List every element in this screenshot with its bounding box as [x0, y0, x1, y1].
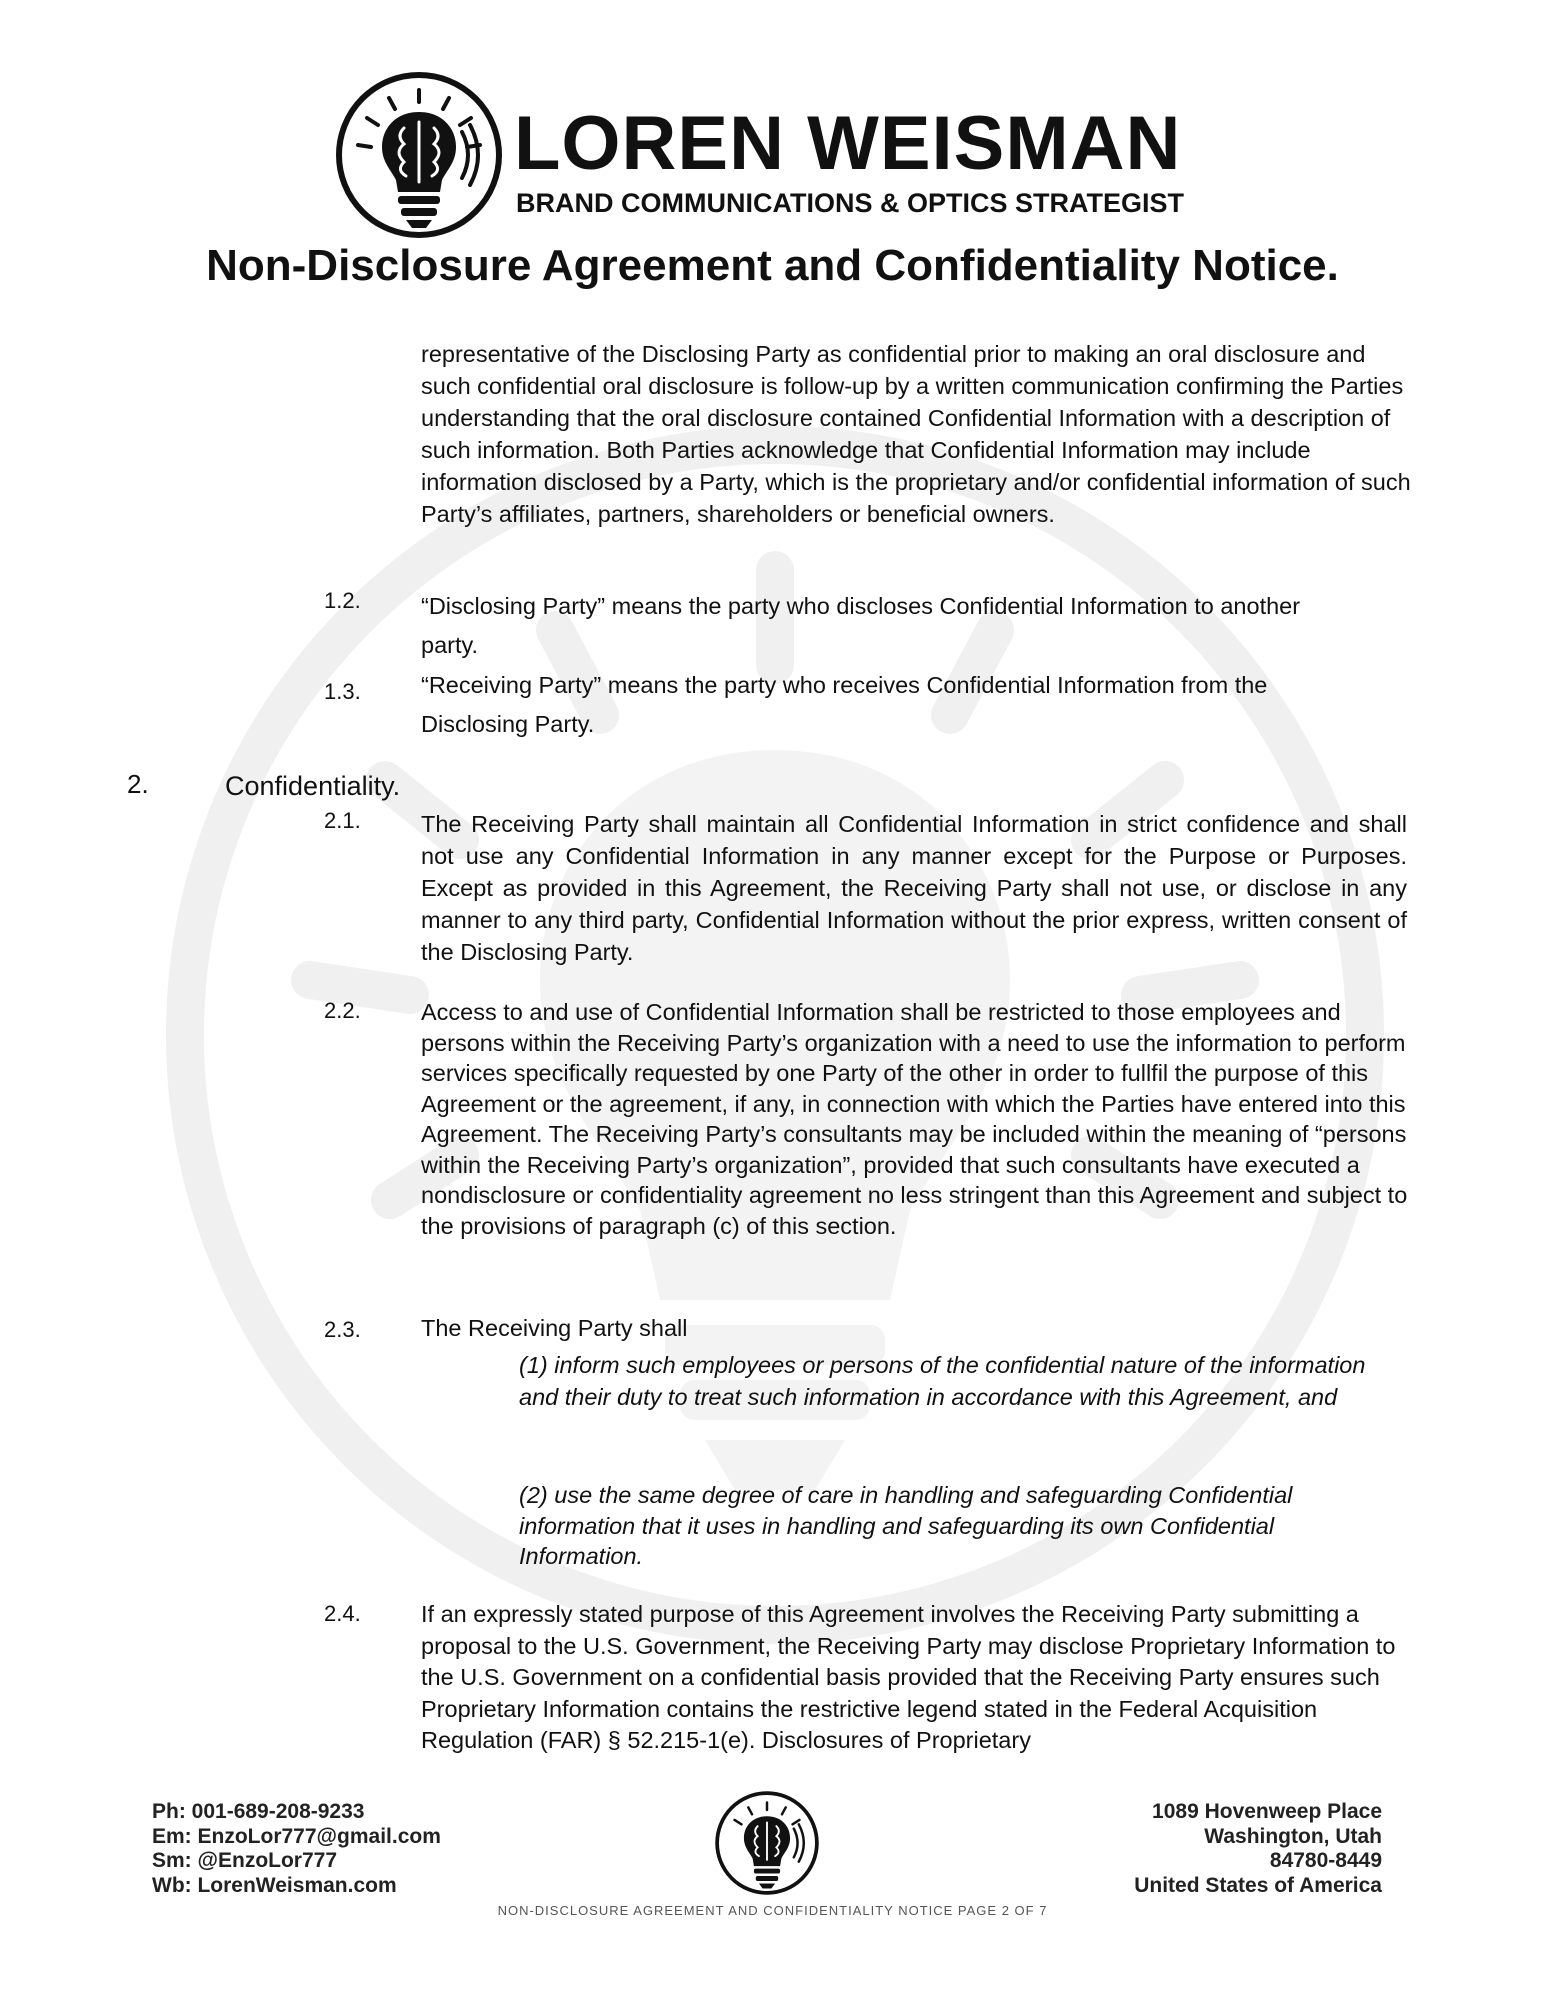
brand-name: LOREN WEISMAN — [514, 101, 1182, 186]
clause-text: If an expressly stated purpose of this Agreement involves the Receiving Party submitting a proposal to the U.S. Government, the Receiving Party may disclose Proprietary Information to the U.S. Government on a confidential basis provided that the Receiving Party ensures such Proprietary Information contains the restrictive legend stated in the Federal Acquisition Regulation (FAR) § 52.215-1(e). Disclosures of Proprietary — [421, 1601, 1396, 1753]
brand-tagline: BRAND COMMUNICATIONS & OPTICS STRATEGIST — [516, 188, 1184, 218]
clause-text: Access to and use of Confidential Information shall be restricted to those employees and persons within the Receiving Party’s organization with a need to use the information to perform services specifically requested by one Party of the other in order to fullfil the purpose of this Agreement or the agreement, if any, in connection with which the Parties have entered into this Agreement. The Receiving Party’s consultants may be included within the meaning of “persons within the Receiving Party’s organization”, provided that such consultants have executed a nondisclosure or confidentiality agreement no less stringent than this Agreement and subject to the provisions of paragraph (c) of this section. — [421, 999, 1408, 1239]
address-line: 84780-8449 — [1269, 1849, 1382, 1872]
clause-text: “Receiving Party” means the party who receives Confidential Information from the Disclosing Party. — [421, 672, 1268, 737]
clause-1-1-continuation: representative of the Disclosing Party as confidential prior to making an oral disclosure and such confidential oral disclosure is follow-up by a written communication confirming the Parties understanding that the oral disclosure contained Confidential Information with a description of such information. Both Parties acknowledge that Confidential Information may include information disclosed by a Party, which is the proprietary and/or confidential information of such Party’s affiliates, partners, shareholders or beneficial owners. — [421, 341, 1411, 527]
clause-subitem: (2) use the same degree of care in handling and safeguarding Confidential information that it uses in handling and safeguarding its own Confidential Information. — [519, 1482, 1293, 1569]
section-heading: Confidentiality. — [225, 771, 401, 801]
email: Em: EnzoLor777@gmail.com — [152, 1824, 441, 1848]
address-line: Washington, Utah — [1204, 1824, 1382, 1848]
clause-number: 2.4. — [324, 1601, 361, 1626]
clause-number: 2.1. — [324, 808, 361, 833]
contact-block — [152, 1800, 441, 1898]
clause-subitem: (1) inform such employees or persons of the confidential nature of the information and their duty to treat such information in accordance with this Agreement, and — [519, 1352, 1366, 1410]
address-block — [1134, 1800, 1382, 1898]
footer-lightbulb-icon — [714, 1790, 820, 1896]
clause-intro: The Receiving Party shall — [421, 1315, 688, 1341]
address-line: United States of America — [1134, 1873, 1382, 1897]
clause-number: 2.3. — [324, 1317, 361, 1342]
clause-number: 1.2. — [324, 588, 361, 613]
section-number: 2. — [127, 769, 149, 799]
clause-text: “Disclosing Party” means the party who discloses Confidential Information to another party. — [421, 593, 1301, 658]
clause-number: 1.3. — [324, 679, 361, 704]
address-line: 1089 Hovenweep Place — [1152, 1800, 1382, 1823]
document-title: Non-Disclosure Agreement and Confidentiality Notice. — [206, 241, 1339, 290]
phone: Ph: 001-689-208-9233 — [152, 1800, 365, 1823]
website: Wb: LorenWeisman.com — [152, 1873, 397, 1897]
page-label: NON-DISCLOSURE AGREEMENT AND CONFIDENTIALITY NOTICE PAGE 2 OF 7 — [497, 1903, 1048, 1918]
clause-number: 2.2. — [324, 998, 361, 1023]
social-handle: Sm: @EnzoLor777 — [152, 1849, 338, 1872]
clause-text: The Receiving Party shall maintain all Confidential Information in strict confidence and shall not use any Confidential Information in any manner except for the Purpose or Purposes. Except as provided in this Agreement, the Receiving Party shall not use, or disclose in any manner to any third party, Confidential Information without the prior express, written consent of the Disclosing Party. — [421, 811, 1407, 965]
